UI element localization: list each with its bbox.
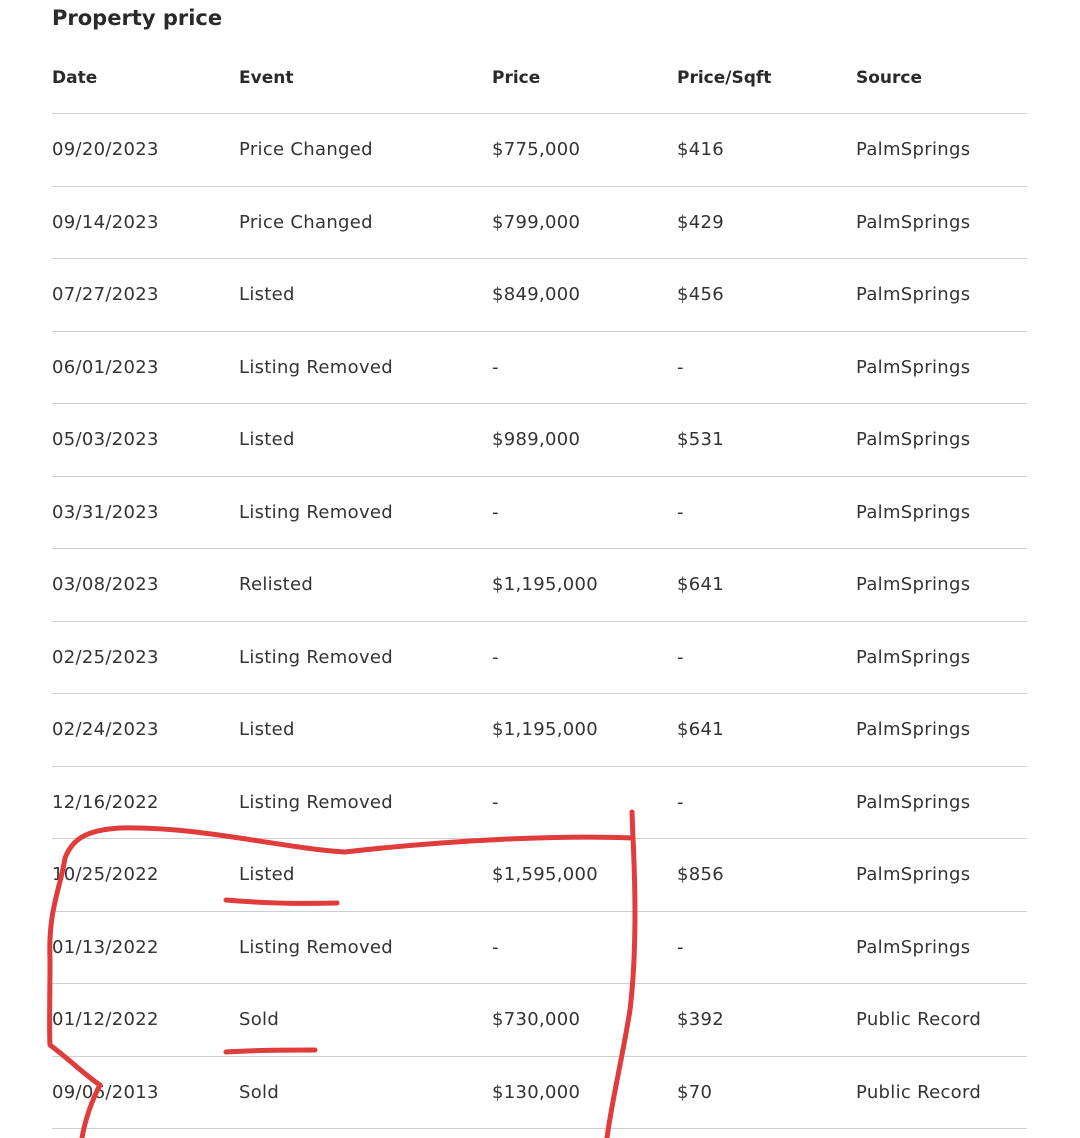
cell-source: PalmSprings [856,694,1027,767]
cell-price-sqft: $429 [677,186,856,259]
cell-price: - [492,621,677,694]
cell-price-sqft: - [677,766,856,839]
cell-event: Relisted [239,549,492,622]
cell-price: $989,000 [492,404,677,477]
table-row [52,186,1027,259]
cell-event: Listed [239,694,492,767]
cell-price: $799,000 [492,186,677,259]
cell-date: 07/27/2023 [52,259,239,332]
cell-price: - [492,476,677,549]
table-row [52,331,1027,404]
cell-date: 10/25/2022 [52,839,239,912]
cell-date: 09/14/2023 [52,186,239,259]
section-title: Property price [52,6,223,30]
cell-source: PalmSprings [856,911,1027,984]
cell-price: $130,000 [492,1056,677,1129]
cell-event: Sold [239,984,492,1057]
cell-source: PalmSprings [856,839,1027,912]
cell-price: $1,595,000 [492,839,677,912]
cell-date: 01/13/2022 [52,911,239,984]
cell-event: Listing Removed [239,911,492,984]
cell-price-sqft: $531 [677,404,856,477]
table-row [52,621,1027,694]
cell-price-sqft: $392 [677,984,856,1057]
cell-price-sqft: $856 [677,839,856,912]
cell-event: Sold [239,1056,492,1129]
cell-event: Listing Removed [239,621,492,694]
table-row [52,766,1027,839]
table-row [52,114,1027,187]
cell-price-sqft: - [677,331,856,404]
cell-event: Listing Removed [239,331,492,404]
cell-source: PalmSprings [856,259,1027,332]
cell-event: Listing Removed [239,766,492,839]
cell-price: $849,000 [492,259,677,332]
cell-source: Public Record [856,984,1027,1057]
table-row [52,911,1027,984]
cell-price-sqft: $641 [677,694,856,767]
cell-price: $730,000 [492,984,677,1057]
cell-source: PalmSprings [856,186,1027,259]
table-row [52,259,1027,332]
cell-date: 05/03/2023 [52,404,239,477]
header-source: Source [856,42,1027,114]
cell-source: PalmSprings [856,766,1027,839]
cell-source: PalmSprings [856,621,1027,694]
cell-date: 03/08/2023 [52,549,239,622]
cell-price: $775,000 [492,114,677,187]
table-row [52,404,1027,477]
cell-price: - [492,911,677,984]
cell-source: PalmSprings [856,114,1027,187]
cell-price-sqft: $641 [677,549,856,622]
table-header-row [52,42,1027,114]
cell-source: PalmSprings [856,331,1027,404]
cell-date: 06/01/2023 [52,331,239,404]
property-price-table [52,42,1027,1129]
cell-price: $1,195,000 [492,549,677,622]
table-row [52,839,1027,912]
cell-date: 03/31/2023 [52,476,239,549]
cell-price: - [492,766,677,839]
cell-price: - [492,331,677,404]
cell-price-sqft: - [677,476,856,549]
cell-event: Listed [239,259,492,332]
cell-price-sqft: - [677,911,856,984]
cell-date: 01/12/2022 [52,984,239,1057]
cell-date: 02/25/2023 [52,621,239,694]
cell-date: 09/20/2023 [52,114,239,187]
cell-price-sqft: $456 [677,259,856,332]
cell-event: Price Changed [239,114,492,187]
table-row [52,694,1027,767]
cell-event: Listing Removed [239,476,492,549]
cell-source: Public Record [856,1056,1027,1129]
header-price: Price [492,42,677,114]
header-date: Date [52,42,239,114]
cell-source: PalmSprings [856,549,1027,622]
cell-event: Listed [239,839,492,912]
table-row [52,984,1027,1057]
cell-price-sqft: $70 [677,1056,856,1129]
table-row [52,1056,1027,1129]
cell-date: 12/16/2022 [52,766,239,839]
cell-source: PalmSprings [856,404,1027,477]
cell-price: $1,195,000 [492,694,677,767]
cell-date: 02/24/2023 [52,694,239,767]
cell-price-sqft: - [677,621,856,694]
cell-source: PalmSprings [856,476,1027,549]
cell-price-sqft: $416 [677,114,856,187]
cell-event: Listed [239,404,492,477]
table-row [52,476,1027,549]
header-event: Event [239,42,492,114]
cell-event: Price Changed [239,186,492,259]
header-price-sqft: Price/Sqft [677,42,856,114]
cell-date: 09/06/2013 [52,1056,239,1129]
table-row [52,549,1027,622]
